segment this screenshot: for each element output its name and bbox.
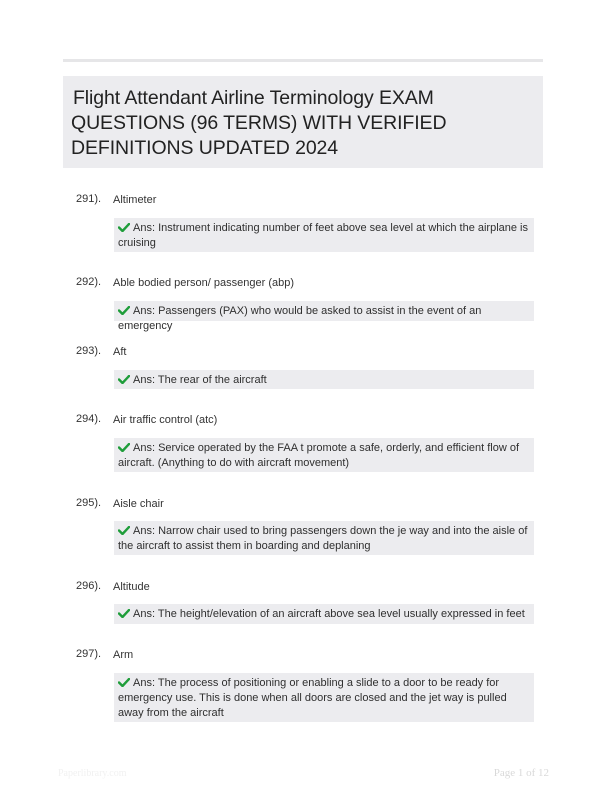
answer-box — [114, 604, 534, 624]
title-line-1: Flight Attendant Airline Terminology EXAM — [73, 87, 434, 109]
question-term: Able bodied person/ passenger (abp) — [113, 277, 295, 289]
question-term: Aisle chair — [113, 498, 164, 510]
document-title — [71, 86, 533, 161]
check-icon — [118, 443, 130, 452]
check-icon — [118, 223, 130, 232]
answer-box — [114, 673, 534, 722]
answer-text: Ans: The process of positioning or enabling a slide to a door to be ready for emergency use. This is done when all doors are closed and the jet way is pulled away from the aircraft — [118, 677, 507, 719]
question-term: Altimeter — [113, 194, 157, 206]
check-icon — [118, 526, 130, 535]
title-line-2: QUESTIONS (96 TERMS) WITH VERIFIED — [71, 112, 447, 134]
question-number: 293). — [76, 345, 102, 357]
footer-watermark: Paperlibrary.com — [58, 768, 127, 779]
question-term: Aft — [113, 346, 127, 358]
answer-box — [114, 521, 534, 555]
answer-text: Ans: The rear of the aircraft — [133, 374, 267, 386]
question-term: Altitude — [113, 581, 150, 593]
answer-text: Ans: The height/elevation of an aircraft above sea level usually expressed in feet — [133, 608, 525, 620]
question-number: 296). — [76, 580, 102, 592]
check-icon — [118, 678, 130, 687]
answer-box — [114, 218, 534, 252]
top-divider — [63, 59, 543, 62]
answer-text: Ans: Narrow chair used to bring passengers down the je way and into the aisle of the aircraft to assist them in boarding and deplaning — [118, 525, 528, 552]
question-term: Arm — [113, 649, 134, 661]
check-icon — [118, 375, 130, 384]
answer-box — [114, 370, 534, 389]
question-number: 294). — [76, 413, 102, 425]
question-number: 291). — [76, 193, 102, 205]
question-number: 297). — [76, 648, 102, 660]
check-icon — [118, 306, 130, 315]
question-term: Air traffic control (atc) — [113, 414, 218, 426]
answer-box — [114, 301, 534, 332]
question-number: 295). — [76, 497, 102, 509]
question-number: 292). — [76, 276, 102, 288]
answer-text: Ans: Passengers (PAX) who would be asked to assist in the event of an emergency — [118, 305, 482, 332]
answer-text: Ans: Instrument indicating number of feet above sea level at which the airplane is cruising — [118, 222, 529, 249]
check-icon — [118, 609, 130, 618]
answer-box — [114, 438, 534, 472]
title-banner — [63, 76, 543, 168]
answer-text: Ans: Service operated by the FAA t promote a safe, orderly, and efficient flow of aircraft. (Anything to do with aircraft movement) — [118, 442, 520, 469]
title-line-3: DEFINITIONS UPDATED 2024 — [71, 137, 339, 159]
page-number: Page 1 of 12 — [493, 767, 549, 779]
